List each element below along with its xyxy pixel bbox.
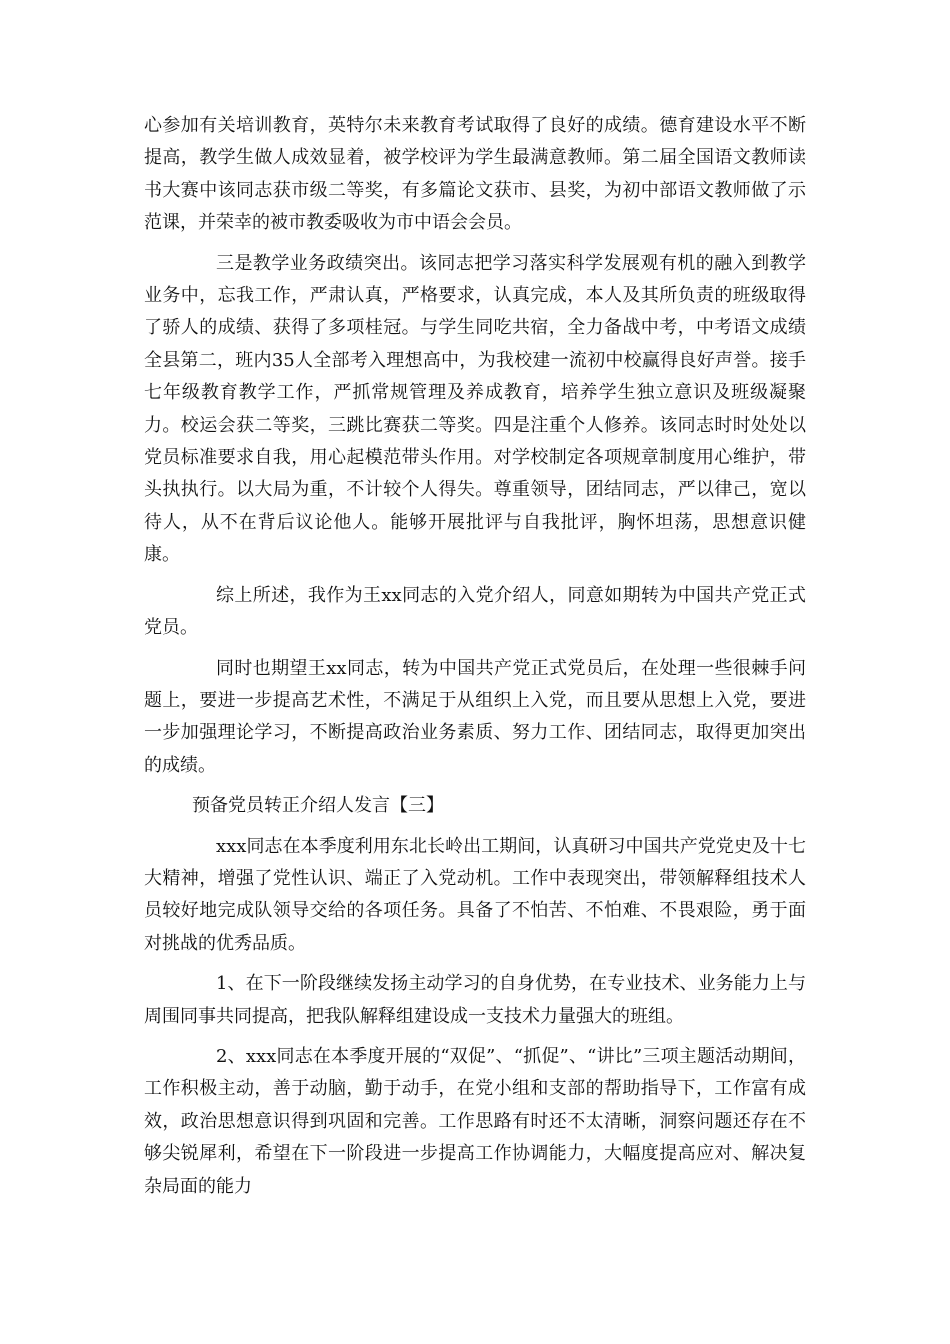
- paragraph-1: 心参加有关培训教育，英特尔未来教育考试取得了良好的成绩。德育建设水平不断提高，教学生做人成效显着，被学校评为学生最满意教师。第二届全国语文教师读书大赛中该同志获市级二等奖，有多篇论文获市、县奖，为初中部语文教师做了示范课，并荣幸的被市教委吸收为市中语会会员。: [144, 115, 806, 234]
- paragraph-3: 综上所述，我作为王xx同志的入党介绍人，同意如期转为中国共产党正式党员。: [144, 584, 806, 639]
- document-body: [144, 110, 806, 1203]
- paragraph-6: 1、在下一阶段继续发扬主动学习的自身优势，在专业技术、业务能力上与周围同事共同提高，把我队解释组建设成一支技术力量强大的班组。: [144, 973, 806, 1027]
- section-heading: 预备党员转正介绍人发言【三】: [192, 795, 444, 817]
- paragraph-5: xxx同志在本季度利用东北长岭出工期间，认真研习中国共产党党史及十七大精神，增强了党性认识、端正了入党动机。工作中表现突出，带领解释组技术人员较好地完成队领导交给的各项任务。具备了不怕苦、不怕难、不畏艰险，勇于面对挑战的优秀品质。: [144, 835, 806, 954]
- paragraph-2: 三是教学业务政绩突出。该同志把学习落实科学发展观有机的融入到教学业务中，忘我工作，严肃认真，严格要求，认真完成，本人及其所负责的班级取得了骄人的成绩、获得了多项桂冠。与学生同吃共宿，全力备战中考，中考语文成绩全县第二，班内35人全部考入理想高中，为我校建一流初中校赢得良好声誉。接手七年级教育教学工作，严抓常规管理及养成教育，培养学生独立意识及班级凝聚力。校运会获二等奖，三跳比赛获二等奖。四是注重个人修养。该同志时时处处以党员标准要求自我，用心起模范带头作用。对学校制定各项规章制度用心维护，带头执执行。以大局为重，不计较个人得失。尊重领导，团结同志，严以律己，宽以待人，从不在背后议论他人。能够开展批评与自我批评，胸怀坦荡，思想意识健康。: [144, 252, 806, 566]
- paragraph-4: 同时也期望王xx同志，转为中国共产党正式党员后，在处理一些很棘手问题上，要进一步提高艺术性，不满足于从组织上入党，而且要从思想上入党，要进一步加强理论学习，不断提高政治业务素质、努力工作、团结同志，取得更加突出的成绩。: [144, 657, 806, 776]
- paragraph-7: 2、xxx同志在本季度开展的“双促”、“抓促”、“讲比”三项主题活动期间，工作积极主动，善于动脑，勤于动手，在党小组和支部的帮助指导下，工作富有成效，政治思想意识得到巩固和完善。工作思路有时还不太清晰，洞察问题还存在不够尖锐犀利，希望在下一阶段进一步提高工作协调能力，大幅度提高应对、解决复杂局面的能力: [144, 1045, 806, 1197]
